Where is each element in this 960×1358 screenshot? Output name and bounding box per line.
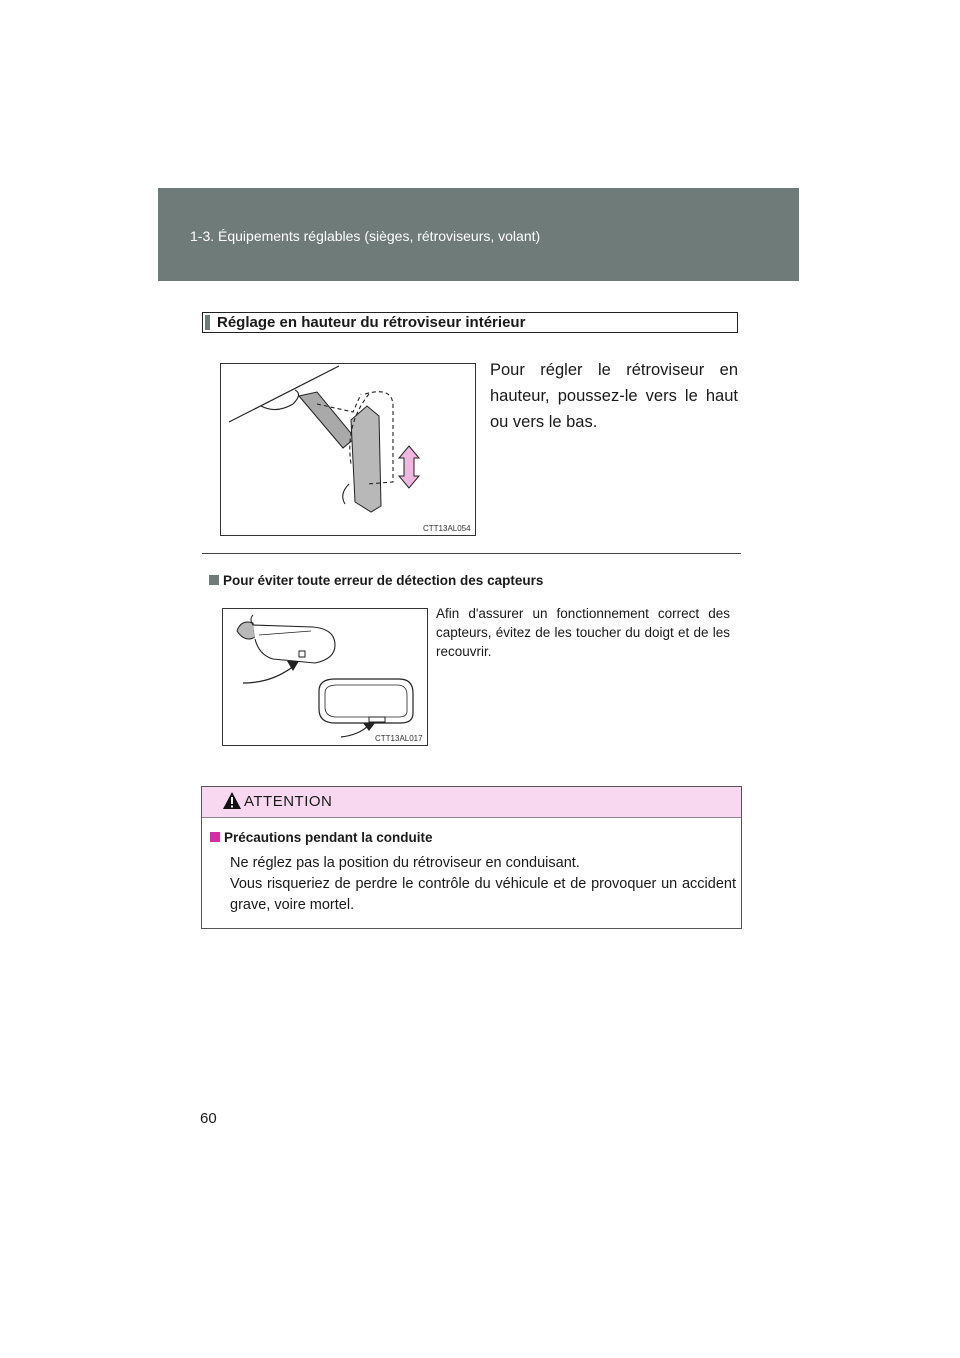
- figure-code-2: CTT13AL017: [375, 734, 423, 743]
- sensor-heading-text: Pour éviter toute erreur de détection des capteurs: [223, 573, 544, 588]
- warning-label: ATTENTION: [244, 793, 333, 810]
- warning-box: [201, 786, 742, 929]
- section-divider: [202, 553, 741, 554]
- figure-code: CTT13AL054: [423, 524, 471, 533]
- breadcrumb: 1-3. Équipements réglables (sièges, rétroviseurs, volant): [190, 228, 541, 244]
- page-number: 60: [200, 1110, 217, 1127]
- section-title-marker: [205, 315, 210, 330]
- warning-triangle-icon: [222, 791, 242, 811]
- mirror-sensor-drawing: [223, 609, 427, 745]
- bullet-square: [209, 575, 219, 585]
- warning-line-2: Vous risqueriez de perdre le contrôle du véhicule et de provoquer un accident grave, voire mortel.: [230, 876, 736, 913]
- warning-heading: [210, 830, 433, 845]
- sensor-instruction: Afin d'assurer un fonctionnement correct des capteurs, évitez de les toucher du doigt et de les recouvrir.: [436, 606, 730, 659]
- warning-line-1: Ne réglez pas la position du rétroviseur en conduisant.: [230, 855, 580, 871]
- mirror-height-illustration: [220, 363, 476, 536]
- sensor-heading: [209, 573, 543, 588]
- mirror-height-drawing: [221, 364, 475, 535]
- mirror-sensor-illustration: [222, 608, 428, 746]
- warning-heading-text: Précautions pendant la conduite: [224, 830, 433, 845]
- height-instruction: Pour régler le rétroviseur en hauteur, poussez-le vers le haut ou vers le bas.: [490, 361, 738, 431]
- section-title: Réglage en hauteur du rétroviseur intérieur: [217, 314, 526, 331]
- section-title-box: [202, 312, 738, 333]
- warning-bullet-square: [210, 832, 220, 842]
- warning-header: [202, 787, 741, 818]
